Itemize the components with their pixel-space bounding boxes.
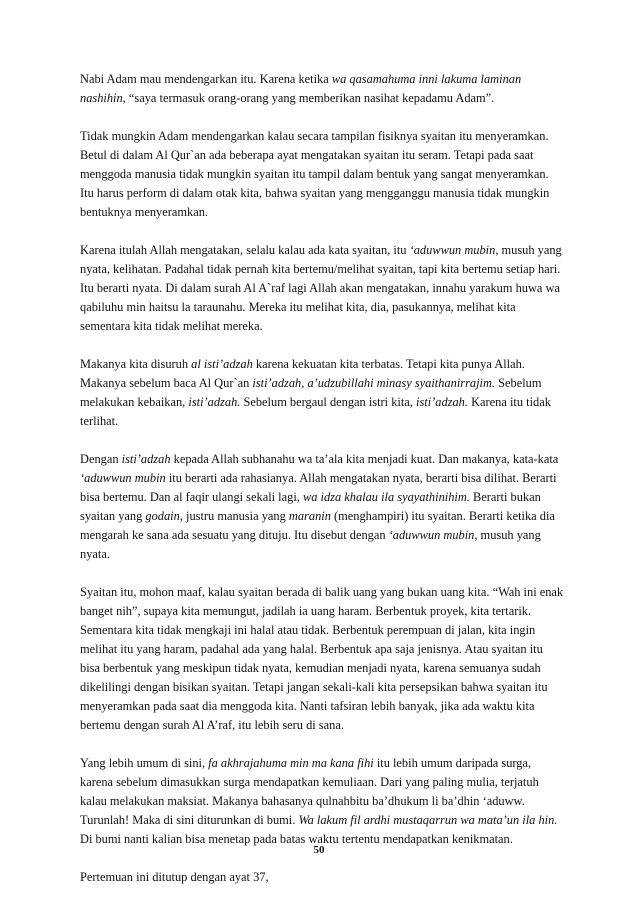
italic-phrase: al isti’adzah — [191, 357, 253, 371]
paragraph — [80, 70, 564, 108]
italic-phrase: isti’adzah. — [416, 395, 468, 409]
italic-phrase: wa qasamahuma inni lakuma laminan nashihin — [80, 72, 522, 105]
italic-phrase: maranin — [288, 509, 331, 523]
text-run: Yang lebih umum di sini, — [80, 756, 209, 770]
paragraph — [80, 754, 564, 849]
paragraph — [80, 583, 564, 735]
text-run: itu lebih umum daripada surga, karena sebelum dimasukkan surga mendapatkan kemuliaan. Dari yang paling mulia, terjatuh kalau melakukan maksiat. Makanya bahasanya qulnahbitu ba’dhukum li ba’dhin ‘aduww. Turunlah! Maka di sini diturunkan di bumi. — [80, 756, 539, 827]
text-run: karena kekuatan kita terbatas. Tetapi kita punya Allah. Makanya sebelum baca Al Qur`an — [80, 357, 525, 390]
text-run: Makanya kita disuruh — [80, 357, 192, 371]
text-run: Pertemuan ini ditutup dengan ayat 37, — [80, 870, 269, 884]
text-run: Sebelum melakukan kebaikan, — [80, 376, 542, 409]
italic-phrase: wa idza khalau ila syayathinihim. — [302, 490, 470, 504]
italic-phrase: isti’adzah, a’udzubillahi minasy syaithanirrajim. — [252, 376, 496, 390]
text-run: musuh yang nyata. — [80, 528, 541, 561]
italic-phrase: godain — [145, 509, 180, 523]
text-run: Di bumi nanti kalian bisa menetap pada batas waktu tertentu mendapatkan kenikmatan. — [80, 832, 513, 846]
text-run: , musuh yang nyata, kelihatan. Padahal tidak pernah kita bertemu/melihat syaitan, tapi kita bertemu setiap hari. Itu berarti nyata. Di dalam surah Al A`raf lagi Allah akan mengatakan, innahu yarakum huwa wa qabiluhu min haitsu la taraunahu. Mereka itu melihat kita, dia, pasukannya, melihat kita sementara kita tidak melihat mereka. — [80, 243, 562, 333]
italic-phrase: ‘aduwwun mubin — [80, 471, 166, 485]
paragraph — [80, 241, 564, 336]
text-run: Syaitan itu, mohon maaf, kalau syaitan berada di balik uang yang bukan uang kita. “Wah ini enak banget nih”, supaya kita memungut, jadilah ia uang haram. Berbentuk proyek, kita tertarik. Sementara kita tidak mengkaji ini halal atau tidak. Berbentuk perempuan di jalan, kita ingin melihat itu yang haram, padahal ada yang halal. Berbentuk apa saja jenisnya. Atau syaitan itu bisa berbentuk yang meskipun tidak nyata, kemudian menjadi nyata, karena semuanya sudah dikelilingi dengan bisikan syaitan. Tetapi jangan sekali-kali kita persepsikan bahwa syaitan itu menyeramkan pada saat dia menggoda kita. Nanti tafsiran lebih banyak, jika ada waktu kita bertemu dengan surah Al A’raf, itu lebih seru di sana. — [80, 585, 564, 732]
paragraph — [80, 127, 564, 222]
text-run: Tidak mungkin Adam mendengarkan kalau secara tampilan fisiknya syaitan itu menyeramkan. Betul di dalam Al Qur`an ada beberapa ayat mengatakan syaitan itu seram. Tetapi pada saat menggoda manusia tidak mungkin syaitan itu tampil dalam bentuk yang sangat menyeramkan. Itu harus perform di dalam otak kita, bahwa syaitan yang mengganggu manusia tidak mungkin bentuknya menyeramkan. — [80, 129, 550, 219]
text-run: Karena itulah Allah mengatakan, selalu kalau ada kata syaitan, itu — [80, 243, 410, 257]
text-run: (menghampiri) itu syaitan. Berarti ketika dia mengarah ke sana ada sesuatu yang dituju. Itu disebut dengan — [80, 509, 555, 542]
page-number: 50 — [313, 844, 325, 856]
text-run: , “saya termasuk orang-orang yang memberikan nasihat kepadamu Adam”. — [122, 91, 495, 105]
italic-phrase: isti’adzah — [121, 452, 171, 466]
italic-phrase: fa akhrajahuma min ma kana fihi — [208, 756, 374, 770]
text-run: Dengan — [80, 452, 122, 466]
text-run: kepada Allah subhanahu wa ta’ala kita menjadi kuat. Dan makanya, kata-kata — [170, 452, 559, 466]
page-body — [80, 70, 564, 906]
text-run: , justru manusia yang — [179, 509, 289, 523]
italic-phrase: ‘aduwwun mubin — [409, 243, 496, 257]
paragraph — [80, 450, 564, 564]
italic-phrase: isti’adzah. — [188, 395, 241, 409]
paragraph — [80, 355, 564, 431]
paragraph — [80, 868, 564, 887]
italic-phrase: Wa lakum fil ardhi mustaqarrun wa mata’un ila hin. — [298, 813, 558, 827]
text-run: itu berarti ada rahasianya. Allah mengatakan nyata, berarti bisa dilihat. Berarti bisa bertemu. Dan al faqir ulangi sekali lagi, — [80, 471, 557, 504]
text-run: Karena itu tidak terlihat. — [80, 395, 551, 428]
text-run: Nabi Adam mau mendengarkan itu. Karena ketika — [80, 72, 332, 86]
italic-phrase: ‘aduwwun mubin, — [388, 528, 478, 542]
text-run: Sebelum bergaul dengan istri kita, — [240, 395, 416, 409]
text-run: Berarti bukan syaitan yang — [80, 490, 541, 523]
